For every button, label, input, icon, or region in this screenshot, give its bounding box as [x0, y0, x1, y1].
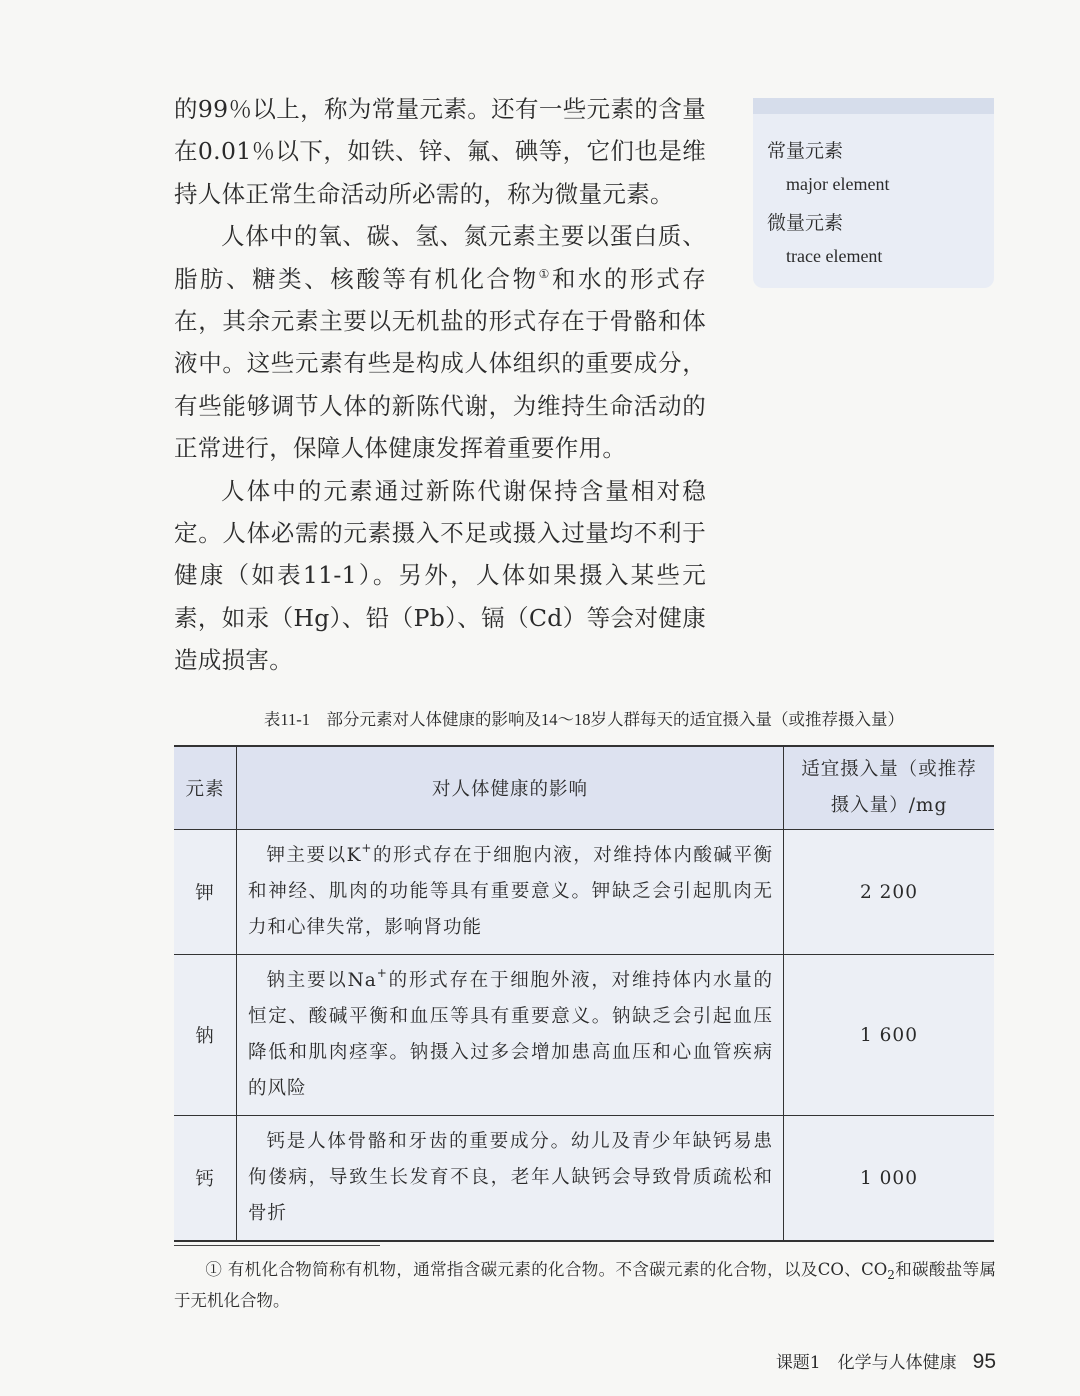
- header-element: 元素: [174, 746, 237, 830]
- header-amount: 适宜摄入量（或推荐摄入量）/mg: [784, 746, 995, 830]
- paragraph-1: 的99％以上，称为常量元素。还有一些元素的含量在0.01％以下，如铁、锌、氟、碘等，它们也是维持人体正常生命活动所必需的，称为微量元素。: [174, 95, 706, 208]
- header-effect: 对人体健康的影响: [237, 746, 784, 830]
- table-row: [174, 955, 994, 1116]
- cell-effect: [237, 1116, 784, 1242]
- cell-amount: 1 000: [784, 1116, 995, 1242]
- footnote-text-a: 有机化合物简称有机物，通常指含碳元素的化合物。不含碳元素的化合物，以及CO、CO: [227, 1260, 888, 1279]
- cell-amount: 2 200: [784, 830, 995, 955]
- glossary-sidenote: [753, 98, 994, 288]
- paragraph-2: [174, 215, 706, 469]
- paragraph-2-part-b: 和水的形式存在，其余元素主要以无机盐的形式存在于骨骼和体液中。这些元素有些是构成人体组织的重要成分，有些能够调节人体的新陈代谢，为维持生命活动的正常进行，保障人体健康发挥着重要作用。: [174, 264, 706, 463]
- footnote-text-b: 和碳酸盐等属于无机化合物。: [174, 1260, 997, 1310]
- page-number: 95: [972, 1350, 996, 1373]
- page-footer: [776, 1348, 996, 1374]
- term-major-cn: 常量元素: [767, 140, 844, 162]
- footnote-mark: ①: [205, 1260, 223, 1279]
- paragraph-3: 人体中的元素通过新陈代谢保持含量相对稳定。人体必需的元素摄入不足或摄入过量均不利于健康（如表11-1）。另外，人体如果摄入某些元素，如汞（Hg）、铅（Pb）、镉（Cd）等会对健康造成损害。: [174, 476, 706, 675]
- cell-effect-text: 钾主要以K: [266, 845, 362, 866]
- cell-effect: [237, 830, 784, 955]
- sidenote-header-bar: [753, 98, 994, 114]
- cell-effect: [237, 955, 784, 1116]
- term-trace-cn: 微量元素: [767, 212, 844, 234]
- cell-effect-text: 钠主要以Na: [266, 970, 377, 991]
- table-row: [174, 830, 994, 955]
- table-caption: 表11-1 部分元素对人体健康的影响及14～18岁人群每天的适宜摄入量（或推荐摄入量）: [263, 710, 905, 729]
- cell-amount: 1 600: [784, 955, 995, 1116]
- table-header-row: [174, 746, 994, 830]
- element-table: [174, 745, 994, 1242]
- cell-effect-text: 的形式存在于细胞内液，对维持体内酸碱平衡和神经、肌肉的功能等具有重要意义。钾缺乏会引起肌肉无力和心律失常，影响肾功能: [248, 845, 773, 938]
- cell-effect-text: 钙是人体骨骼和牙齿的重要成分。幼儿及青少年缺钙易患佝偻病，导致生长发育不良，老年人缺钙会导致骨质疏松和骨折: [248, 1131, 773, 1224]
- footnote-divider: [174, 1245, 380, 1246]
- term-major-en: major element: [786, 174, 890, 194]
- ion-charge: +: [361, 841, 373, 855]
- table-row: [174, 1116, 994, 1242]
- cell-element: 钙: [174, 1116, 237, 1242]
- footnote-ref[interactable]: ①: [538, 266, 552, 281]
- ion-charge: +: [376, 966, 388, 980]
- paragraph-2-part-a: 人体中的氧、碳、氢、氮元素主要以蛋白质、脂肪、糖类、核酸等有机化合物: [174, 222, 706, 293]
- cell-element: 钾: [174, 830, 237, 955]
- section-title: 课题1 化学与人体健康: [775, 1353, 957, 1373]
- main-text: [174, 88, 706, 682]
- cell-element: 钠: [174, 955, 237, 1116]
- footnote-subscript: 2: [887, 1268, 895, 1282]
- cell-effect-text: 的形式存在于细胞外液，对维持体内水量的恒定、酸碱平衡和血压等具有重要意义。钠缺乏会引起血压降低和肌肉痉挛。钠摄入过多会增加患高血压和心血管疾病的风险: [248, 970, 773, 1099]
- footnote: [174, 1254, 996, 1316]
- term-trace-en: trace element: [786, 246, 883, 266]
